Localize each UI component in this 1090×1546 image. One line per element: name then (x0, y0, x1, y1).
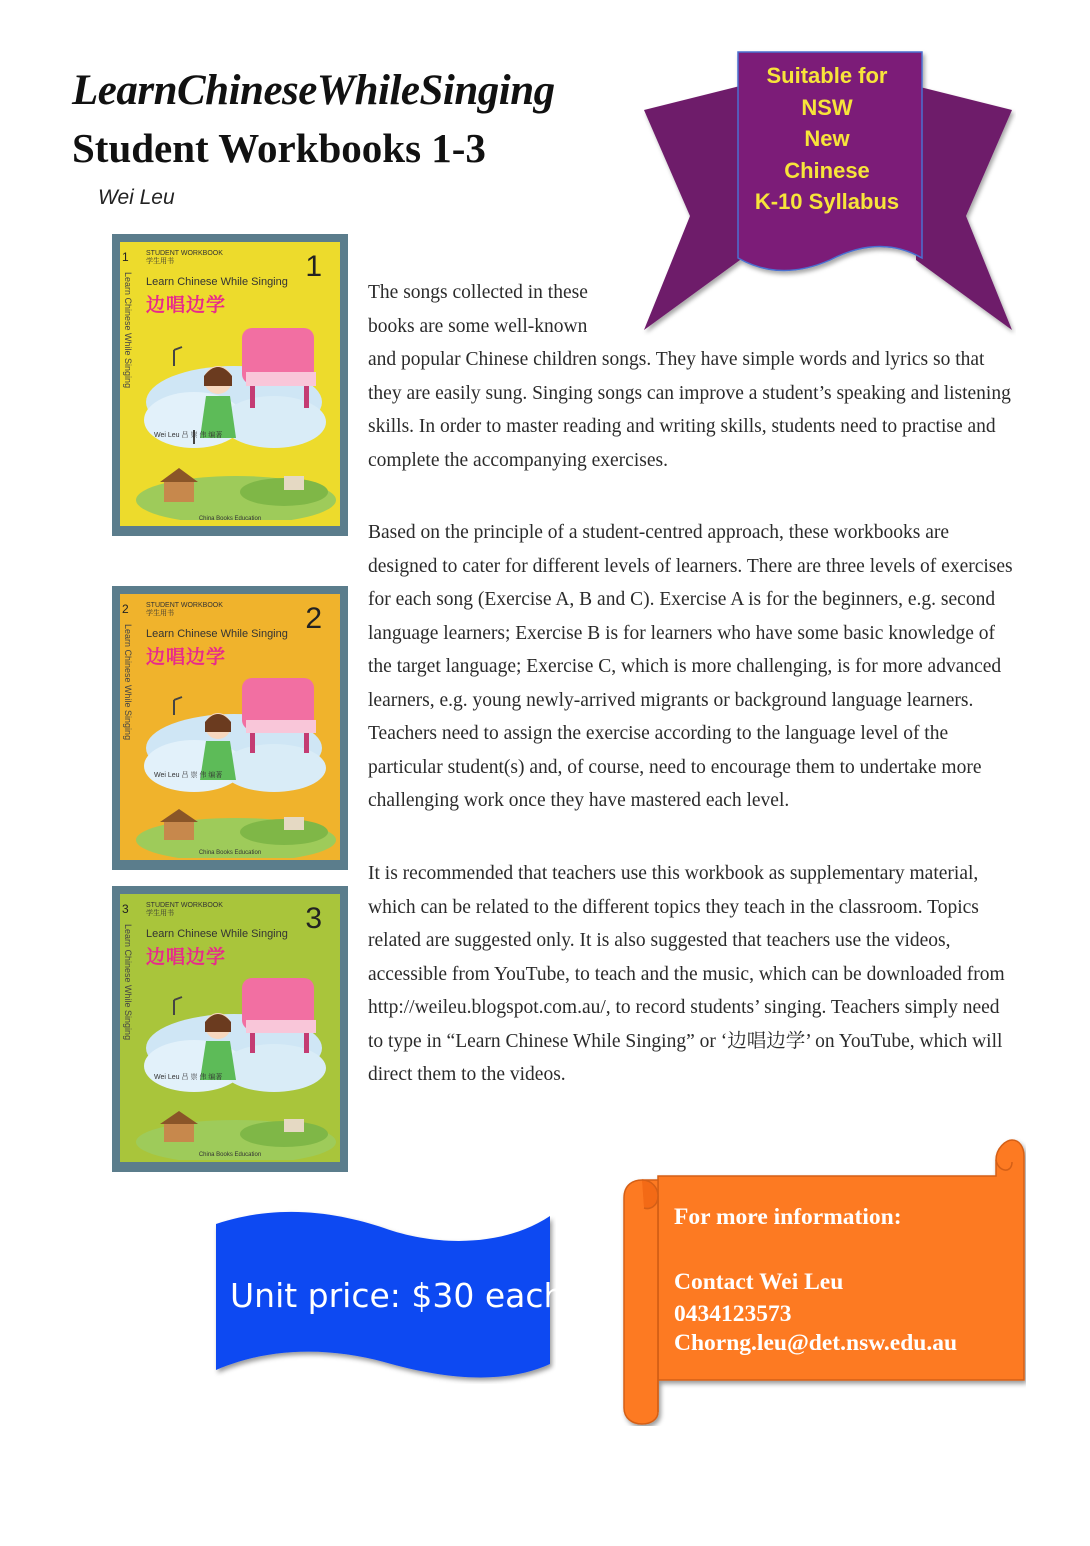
cover-author: Wei Leu 吕 崇 伟 编著 (154, 432, 223, 439)
cover-illustration (134, 662, 338, 858)
ribbon-right-tail (916, 86, 1012, 330)
recommendation-paragraph: It is recommended that teachers use this workbook as supplementary material, which can be related to the different topics they teach in the classroom. Topics related are suggested only. It is also suggested that teachers use the videos, accessible from YouTube, to teach and the music, which can be downloaded from http://weileu.blogspot.com.au/, to record students’ singing. Teachers simply need to type in “Learn Chinese While Singing” or ‘边唱边学’ on YouTube, which will direct them to the videos. (368, 863, 1005, 1085)
intro-paragraph-start (368, 276, 628, 343)
ribbon-line: K-10 Syllabus (754, 189, 900, 215)
page-title: LearnChineseWhileSinging (72, 67, 555, 114)
cover-series (146, 902, 223, 918)
cover-publisher: China Books Education (198, 516, 262, 522)
cover-title-cn: 边唱边学 (146, 646, 227, 668)
unit-price: Unit price: $30 each (230, 1276, 565, 1315)
series-cn: 学生用书 (146, 258, 174, 265)
contact-heading: For more information: (674, 1204, 902, 1230)
cover-series (146, 250, 223, 266)
volume-number: 2 (305, 602, 322, 635)
music-note-icon (174, 997, 182, 1015)
spine-title: Learn Chinese While Singing (123, 624, 133, 741)
cover-title-en: Learn Chinese While Singing (146, 928, 288, 940)
spine-volume: 1 (122, 250, 129, 264)
series-cn: 学生用书 (146, 610, 174, 617)
cover-illustration (134, 962, 338, 1160)
ribbon-line: Chinese (784, 157, 870, 183)
cover-publisher: China Books Education (198, 1152, 262, 1158)
volume-number: 3 (305, 902, 322, 935)
volume-number: 1 (305, 250, 322, 283)
spine-title: Learn Chinese While Singing (123, 272, 133, 389)
ribbon-line: Suitable for (766, 63, 888, 88)
ribbon-line: New (804, 126, 850, 152)
series-en: STUDENT WORKBOOK (146, 602, 223, 609)
spine-title: Learn Chinese While Singing (123, 924, 133, 1041)
cover-series (146, 602, 223, 618)
cover-publisher: China Books Education (198, 850, 262, 856)
music-note-icon (174, 697, 182, 715)
approach-paragraph: Based on the principle of a student-centred approach, these workbooks are designed to cater for different levels of learners. There are three levels of exercises for each song (Exercise A, B and C). Exercise A is for the beginners, e.g. second language learners; Exercise B is for learners who have some basic knowledge of the target language; Exercise C, which is more challenging, is for more advanced learners, e.g. young newly-arrived migrants or background language learners. Teachers need to assign the exercise according to the language level of the particular student(s) and, of course, need to encourage them to undertake more challenging work once they have mastered each level. (368, 522, 1013, 811)
series-cn: 学生用书 (146, 910, 174, 917)
series-en: STUDENT WORKBOOK (146, 902, 223, 909)
music-note-icon (174, 347, 182, 366)
cover-author: Wei Leu 吕 崇 伟 编著 (154, 772, 223, 779)
series-en: STUDENT WORKBOOK (146, 250, 223, 257)
cover-title-cn: 边唱边学 (146, 294, 227, 316)
ribbon-text (736, 60, 918, 218)
contact-name: Contact Wei Leu (674, 1269, 844, 1295)
contact-phone[interactable]: 0434123573 (674, 1301, 792, 1327)
spine-volume: 2 (122, 602, 129, 616)
intro-line: The songs collected in these (368, 282, 588, 303)
page-subtitle: Student Workbooks 1-3 (72, 125, 486, 171)
intro-line: books are some well-known (368, 315, 588, 337)
book-cover-1 (112, 234, 348, 536)
book-cover-2 (112, 586, 348, 870)
intro-paragraph: and popular Chinese children songs. They have simple words and lyrics so that they are easily sung. Singing songs can improve a student’s speaking and listening skills. In order to master reading and writing skills, students need to practise and complete the accompanying exercises. (368, 349, 1011, 471)
spine-volume: 3 (122, 902, 129, 916)
ribbon-line: NSW (801, 94, 853, 120)
cover-title-cn: 边唱边学 (146, 946, 227, 968)
cover-face (120, 242, 340, 526)
cover-title-en: Learn Chinese While Singing (146, 628, 288, 640)
cover-title-en: Learn Chinese While Singing (146, 276, 288, 288)
cover-face (120, 594, 340, 860)
cover-author: Wei Leu 吕 崇 伟 编著 (154, 1074, 223, 1081)
book-cover-3 (112, 886, 348, 1172)
cover-illustration (134, 310, 338, 520)
contact-email[interactable]: Chorng.leu@det.nsw.edu.au (674, 1330, 958, 1356)
ribbon-left-tail (644, 86, 740, 330)
author-name: Wei Leu (98, 186, 175, 209)
cover-face (120, 894, 340, 1162)
